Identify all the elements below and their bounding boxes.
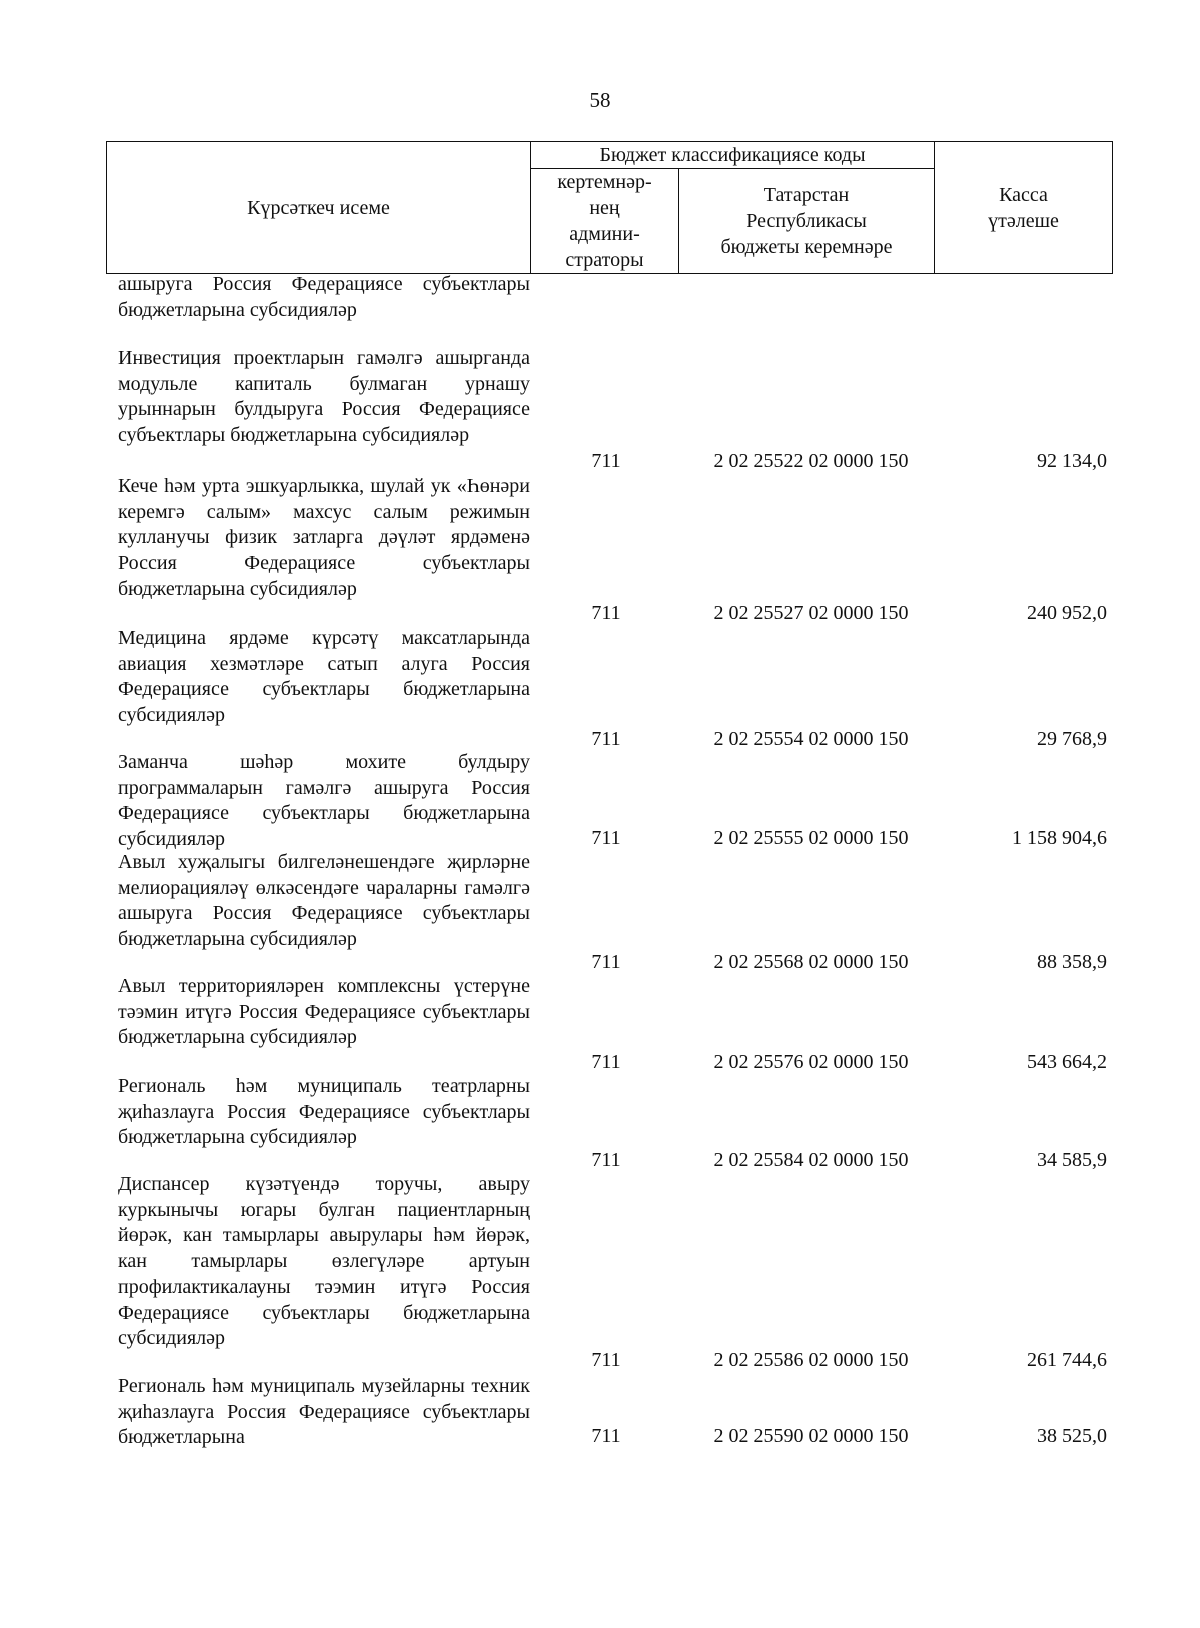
row-amount: 92 134,0 xyxy=(1037,450,1107,472)
row-name: Авыл территорияләрен комплексны үстерүне тәэмин итүгә Россия Федерациясе субъектлары бюджетларына субсидияләр xyxy=(118,975,530,1049)
header-cash-execution: Касса үтәлеше xyxy=(935,142,1113,274)
row-admin-code: 711 xyxy=(591,602,621,624)
row-name: Кече һәм урта эшкуарлыкка, шулай ук «Һөнәри керемгә салым» махсус салым режимын кулланучы физик затларга дәүләт ярдәменә Россия Федерациясе субъектлары бюджетларына субсидияләр xyxy=(118,475,530,600)
row-admin-code: 711 xyxy=(591,951,621,973)
row-revenue-code: 2 02 25586 02 0000 150 xyxy=(713,1349,909,1371)
row-name: Заманча шәһәр мохите булдыру программаларын гамәлгә ашыруга Россия Федерациясе субъектлары бюджетларына субсидияләр xyxy=(118,751,530,851)
row-name: Региональ һәм муниципаль театрларны җиһазлауга Россия Федерациясе субъектлары бюджетларына субсидияләр xyxy=(118,1075,530,1149)
row-amount: 240 952,0 xyxy=(1027,602,1107,624)
row-amount: 261 744,6 xyxy=(1027,1349,1107,1371)
row-revenue-code: 2 02 25527 02 0000 150 xyxy=(713,602,909,624)
header-revenues: Татарстан Республикасы бюджеты керемнәре xyxy=(679,169,935,274)
row-admin-code: 711 xyxy=(591,1425,621,1447)
row-revenue-code: 2 02 25568 02 0000 150 xyxy=(713,951,909,973)
row-name: Авыл хуҗалыгы билгеләнешендәге җирләрне мелиорацияләү өлкәсендәге чараларны гамәлгә ашыруга Россия Федерациясе субъектлары бюджетларына субсидияләр xyxy=(118,851,530,951)
row-amount: 29 768,9 xyxy=(1037,728,1107,750)
row-revenue-code: 2 02 25522 02 0000 150 xyxy=(713,450,909,472)
row-revenue-code: 2 02 25554 02 0000 150 xyxy=(713,728,909,750)
row-amount: 1 158 904,6 xyxy=(1012,827,1107,849)
row-revenue-code: 2 02 25555 02 0000 150 xyxy=(713,827,909,849)
row-admin-code: 711 xyxy=(591,1051,621,1073)
row-amount: 38 525,0 xyxy=(1037,1425,1107,1447)
row-admin-code: 711 xyxy=(591,1149,621,1171)
row-name: Региональ һәм муниципаль музейларны техник җиһазлауга Россия Федерациясе субъектлары бюджетларына xyxy=(118,1375,530,1449)
row-admin-code: 711 xyxy=(591,728,621,750)
page-number: 58 xyxy=(589,88,611,112)
header-budget-code-group: Бюджет классификациясе коды xyxy=(531,142,935,169)
row-admin-code: 711 xyxy=(591,1349,621,1371)
row-name: Диспансер күзәтүендә торучы, авыру куркынычы югары булган пациентларның йөрәк, кан тамырлары авырулары һәм йөрәк, кан тамырлары өзлегүләре артуын профилактикалауны тәэмин итүгә Россия Федерациясе субъектлары бюджетларына субсидияләр xyxy=(118,1173,530,1350)
header-administrators: кертемнәр- нең админи- страторы xyxy=(531,169,679,274)
row-revenue-code: 2 02 25576 02 0000 150 xyxy=(713,1051,909,1073)
table-header xyxy=(106,141,1113,274)
row-revenue-code: 2 02 25584 02 0000 150 xyxy=(713,1149,909,1171)
header-indicator-name: Күрсәткеч исеме xyxy=(107,142,531,274)
row-amount: 34 585,9 xyxy=(1037,1149,1107,1171)
row-revenue-code: 2 02 25590 02 0000 150 xyxy=(713,1425,909,1447)
row-name: ашыруга Россия Федерациясе субъектлары бюджетларына субсидияләр xyxy=(118,273,530,321)
row-name: Медицина ярдәме күрсәтү максатларында авиация хезмәтләре сатып алуга Россия Федерациясе субъектлары бюджетларына субсидияләр xyxy=(118,627,530,727)
row-amount: 543 664,2 xyxy=(1027,1051,1107,1073)
row-admin-code: 711 xyxy=(591,827,621,849)
row-name: Инвестиция проектларын гамәлгә ашырганда модульле капиталь булмаган урнашу урыннарын булдыруга Россия Федерациясе субъектлары бюджетларына субсидияләр xyxy=(118,347,530,447)
row-admin-code: 711 xyxy=(591,450,621,472)
row-amount: 88 358,9 xyxy=(1037,951,1107,973)
